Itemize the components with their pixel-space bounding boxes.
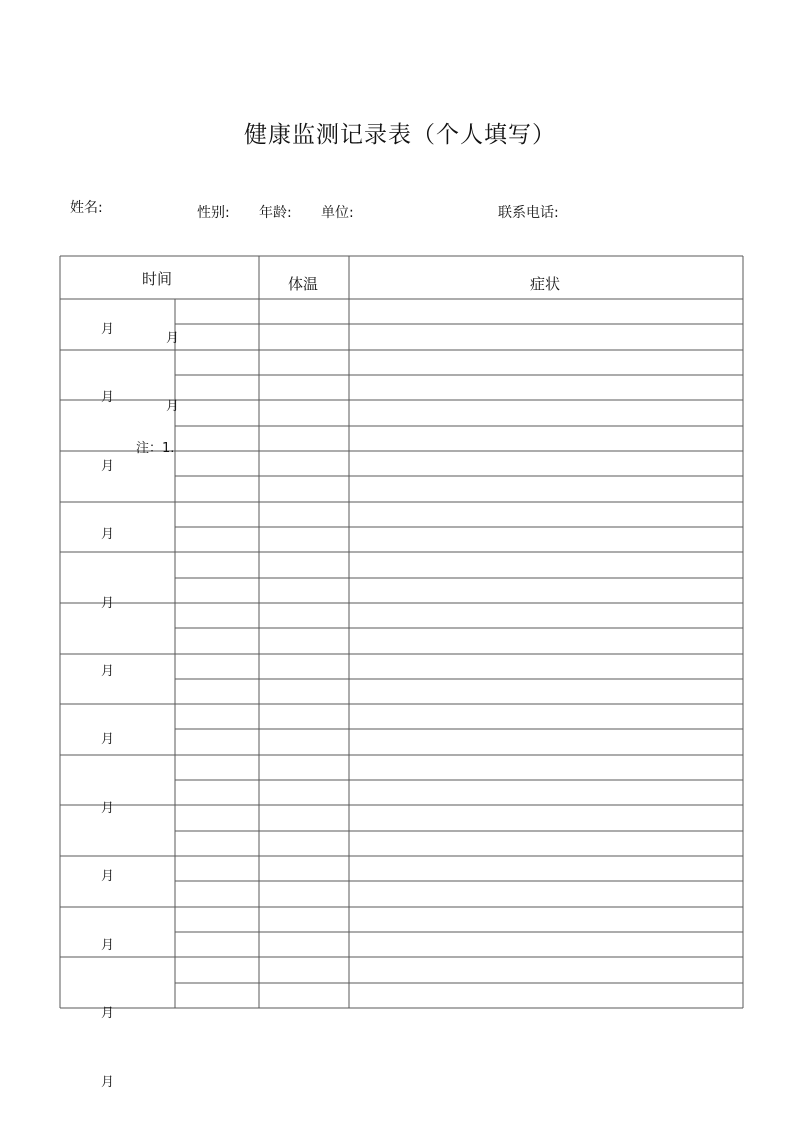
month-label: 月 <box>166 331 180 346</box>
page-title: 健康监测记录表（个人填写） <box>244 122 556 148</box>
month-label: 月 <box>101 938 115 953</box>
gender-label: 性别: <box>197 205 230 221</box>
month-label: 月 <box>101 527 115 542</box>
phone-label: 联系电话: <box>498 205 559 221</box>
unit-label: 单位: <box>321 205 354 221</box>
header-temperature: 体温 <box>288 275 319 293</box>
month-label: 月 <box>166 399 180 414</box>
month-label: 月 <box>101 869 115 884</box>
header-symptoms: 症状 <box>530 275 561 293</box>
name-label: 姓名: <box>70 200 103 216</box>
month-label: 月 <box>101 322 115 337</box>
month-label: 月 <box>101 459 115 474</box>
age-label: 年龄: <box>259 205 292 221</box>
month-label: 月 <box>101 1075 115 1090</box>
month-label: 月 <box>101 664 115 679</box>
month-label: 月 <box>101 390 115 405</box>
month-label: 月 <box>101 1006 115 1021</box>
table-note: 注：1. <box>136 441 175 456</box>
month-label: 月 <box>101 596 115 611</box>
month-label: 月 <box>101 732 115 747</box>
month-label: 月 <box>101 801 115 816</box>
header-time: 时间 <box>142 270 173 288</box>
